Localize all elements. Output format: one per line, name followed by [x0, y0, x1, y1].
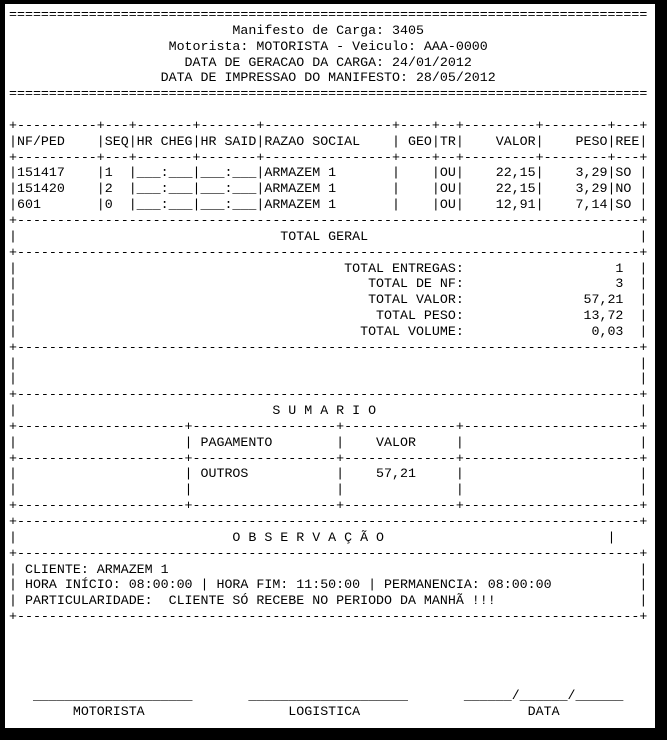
- report-line: | | OUTROS | 57,21 | |: [9, 466, 648, 482]
- report-line: [9, 625, 655, 641]
- report-line: +---------------------+------------------+--------------+----------------------+: [9, 498, 648, 514]
- observacao-section: [9, 514, 655, 625]
- spacer-box: [9, 356, 655, 404]
- report-line: | PARTICULARIDADE: CLIENTE SÓ RECEBE NO PERIODO DA MANHÃ !!! |: [9, 593, 648, 609]
- report-page: [5, 4, 655, 728]
- report-line: |151420 |2 |___:___|___:___|ARMAZEM 1 | |OU| 22,15| 3,29|NO |: [9, 181, 648, 197]
- report-line: +----------+---+-------+-------+----------------+----+--+---------+--------+---+: [9, 117, 648, 133]
- total-geral-section: [9, 213, 655, 356]
- report-line: +------------------------------------------------------------------------------+: [9, 514, 648, 529]
- report-line: |NF/PED |SEQ|HR CHEG|HR SAID|RAZAO SOCIAL | GEO|TR| VALOR| PESO|REE|: [9, 133, 648, 149]
- manifest-table: [9, 118, 655, 213]
- report-line: +------------------------------------------------------------------------------+: [9, 339, 648, 355]
- report-line: |601 |0 |___:___|___:___|ARMAZEM 1 | |OU| 12,91| 7,14|SO |: [9, 197, 648, 213]
- report-line: ================================================================================: [9, 86, 648, 102]
- signature-footer: [9, 625, 655, 720]
- report-line: | TOTAL ENTREGAS: 1 |: [9, 260, 648, 276]
- report-line: | CLIENTE: ARMAZEM 1 |: [9, 561, 648, 577]
- report-line: +------------------------------------------------------------------------------+: [9, 545, 648, 561]
- report-line: Motorista: MOTORISTA - Veiculo: AAA-0000: [9, 38, 648, 54]
- report-line: DATA DE GERACAO DA CARGA: 24/01/2012: [9, 54, 648, 70]
- report-line: | HORA INÍCIO: 08:00:00 | HORA FIM: 11:50:00 | PERMANENCIA: 08:00:00 |: [9, 577, 648, 593]
- report-line: | TOTAL VALOR: 57,21 |: [9, 292, 648, 308]
- report-line: +------------------------------------------------------------------------------+: [9, 609, 648, 625]
- report-line: ____________________ ____________________ ______/______/______: [9, 688, 624, 704]
- report-line: +------------------------------------------------------------------------------+: [9, 387, 648, 403]
- report-line: |151417 |1 |___:___|___:___|ARMAZEM 1 | |OU| 22,15| 3,29|SO |: [9, 165, 648, 181]
- report-line: | | PAGAMENTO | VALOR | |: [9, 434, 648, 450]
- report-line: | TOTAL DE NF: 3 |: [9, 276, 648, 292]
- sumario-section: [9, 403, 655, 514]
- report-line: | |: [9, 355, 648, 371]
- report-line: [9, 657, 655, 673]
- report-line: DATA DE IMPRESSAO DO MANIFESTO: 28/05/2012: [9, 70, 648, 86]
- report-line: | |: [9, 371, 648, 387]
- report-line: +---------------------+------------------+--------------+----------------------+: [9, 418, 648, 434]
- report-line: | O B S E R V A Ç Ã O |: [9, 529, 616, 545]
- report-line: Manifesto de Carga: 3405: [9, 22, 648, 38]
- report-header: [9, 7, 655, 118]
- report-line: | TOTAL PESO: 13,72 |: [9, 308, 648, 324]
- report-line: | | | | |: [9, 482, 648, 498]
- report-line: | TOTAL GERAL |: [9, 228, 648, 244]
- report-line: +------------------------------------------------------------------------------+: [9, 244, 648, 260]
- report-line: +------------------------------------------------------------------------------+: [9, 212, 648, 228]
- report-line: [9, 102, 655, 118]
- report-line: MOTORISTA LOGISTICA DATA: [9, 704, 560, 720]
- report-line: [9, 672, 655, 688]
- report-line: ================================================================================: [9, 7, 648, 22]
- report-line: +---------------------+------------------+--------------+----------------------+: [9, 450, 648, 466]
- report-line: [9, 641, 655, 657]
- report-line: +----------+---+-------+-------+----------------+----+--+---------+--------+---+: [9, 149, 648, 165]
- report-line: | S U M A R I O |: [9, 403, 648, 419]
- report-line: | TOTAL VOLUME: 0,03 |: [9, 323, 648, 339]
